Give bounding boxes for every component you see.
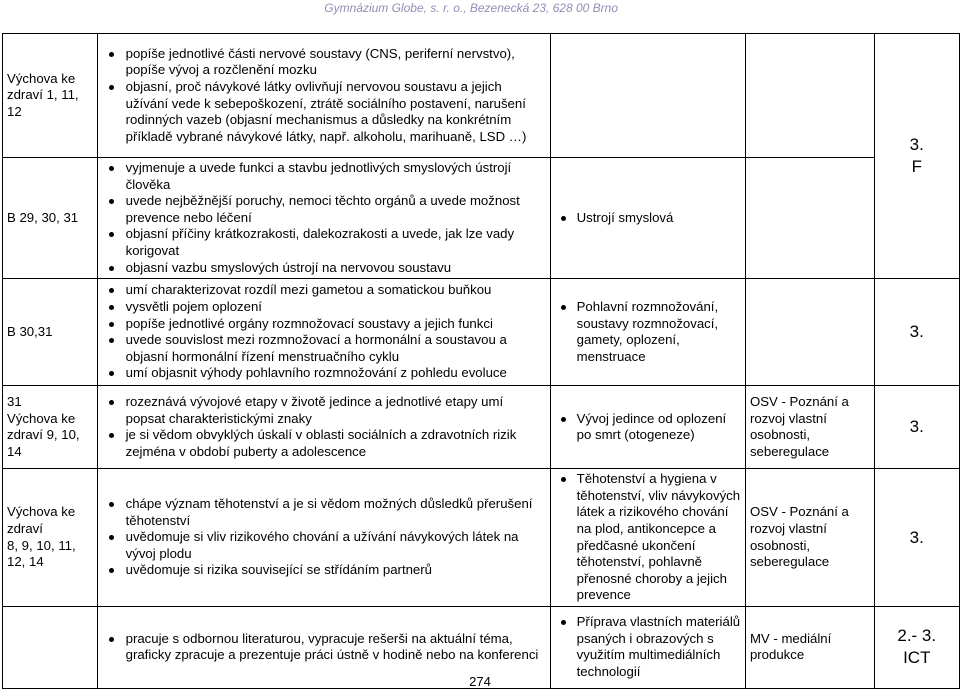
list-item: Příprava vlastních materiálů psaných i obrazových s využitím multimediálních technologií xyxy=(576,614,741,679)
grade-note: 3. xyxy=(874,386,959,469)
list-item: objasní příčiny krátkozrakosti, dalekozrakosti a uvede, jak lze vady korigovat xyxy=(126,226,546,259)
topic xyxy=(550,469,745,607)
bullet-list xyxy=(98,631,546,664)
list-item: objasní, proč návykové látky ovlivňují nervovou soustavu a jejich užívání vede k sebepoškození, ztrátě sociálního postavení, narušení rodinných vazeb (objasní mechanismus a důsledky na konkrétním příkladě vybrané návykové látky, např. alkoholu, marihuaně, LSD …) xyxy=(126,79,546,145)
list-item: umí objasnit výhody pohlavního rozmnožování z pohledu evoluce xyxy=(126,365,546,382)
header-text: Gymnázium Globe, s. r. o., Bezenecká 23, 628 00 Brno xyxy=(324,1,618,15)
page-number: 274 xyxy=(469,674,491,689)
cross-curricular-theme xyxy=(745,279,874,386)
topic xyxy=(550,279,745,386)
bullet-list xyxy=(551,471,741,604)
list-item: uvede nejběžnější poruchy, nemoci těchto orgánů a uvede možnost prevence nebo léčení xyxy=(126,193,546,226)
grade-note: 3. xyxy=(874,279,959,386)
table-row xyxy=(3,158,960,279)
list-item: rozeznává vývojové etapy v životě jedince a jednotlivé etapy umí popsat charakteristickými znaky xyxy=(126,394,546,427)
learning-outcomes xyxy=(97,34,550,158)
list-item: popíše jednotlivé části nervové soustavy (CNS, periferní nervstvo), popíše vývoj a rozčlenění mozku xyxy=(126,46,546,79)
topic xyxy=(550,158,745,279)
list-item: vyjmenuje a uvede funkci a stavbu jednotlivých smyslových ústrojí člověka xyxy=(126,160,546,193)
table-row xyxy=(3,469,960,607)
learning-outcomes xyxy=(97,386,550,469)
cross-curricular-theme: OSV - Poznání a rozvoj vlastní osobnosti, seberegulace xyxy=(745,469,874,607)
subject-references: B 29, 30, 31 xyxy=(3,158,98,279)
bullet-list xyxy=(98,160,546,276)
bullet-list xyxy=(551,210,741,227)
grade-note: 2.- 3. ICT xyxy=(874,606,959,688)
bullet-list xyxy=(551,614,741,680)
list-item: Těhotenství a hygiena v těhotenství, vliv návykových látek a rizikového chování na plod, antikoncepce a předčasné ukončení těhotenství, pohlavně přenosné choroby a jejich prevence xyxy=(576,471,741,603)
list-item: Ustrojí smyslová xyxy=(577,210,741,227)
subject-references: Výchova ke zdraví 1, 11, 12 xyxy=(3,34,98,158)
bullet-list xyxy=(98,46,546,146)
list-item: vysvětli pojem oplození xyxy=(126,299,546,316)
bullet-list xyxy=(98,394,546,460)
grade-note: 3. F xyxy=(874,34,959,279)
curriculum-table xyxy=(2,33,960,689)
table-row xyxy=(3,34,960,158)
cross-curricular-theme: MV - mediální produkce xyxy=(745,606,874,688)
list-item: objasní vazbu smyslových ústrojí na nervovou soustavu xyxy=(126,260,546,277)
list-item: popíše jednotlivé orgány rozmnožovací soustavy a jejich funkci xyxy=(126,316,546,333)
list-item: pracuje s odbornou literaturou, vypracuje rešerši na aktuální téma, graficky zpracuje a prezentuje práci ústně v hodině nebo na konferenci xyxy=(126,631,546,664)
bullet-list xyxy=(98,496,546,579)
bullet-list xyxy=(551,411,741,444)
grade-note: 3. xyxy=(874,469,959,607)
learning-outcomes xyxy=(97,158,550,279)
cross-curricular-theme xyxy=(745,34,874,158)
subject-references: 31 Výchova ke zdraví 9, 10, 14 xyxy=(3,386,98,469)
topic xyxy=(550,34,745,158)
list-item: umí charakterizovat rozdíl mezi gametou a somatickou buňkou xyxy=(126,282,546,299)
learning-outcomes xyxy=(97,279,550,386)
subject-references: B 30,31 xyxy=(3,279,98,386)
list-item: Pohlavní rozmnožování, soustavy rozmnožovací, gamety, oplození, menstruace xyxy=(577,299,741,365)
cross-curricular-theme xyxy=(745,158,874,279)
subject-references: Výchova ke zdraví 8, 9, 10, 11, 12, 14 xyxy=(3,469,98,607)
cross-curricular-theme: OSV - Poznání a rozvoj vlastní osobnosti, seberegulace xyxy=(745,386,874,469)
table-row xyxy=(3,386,960,469)
list-item: uvědomuje si vliv rizikového chování a užívání návykových látek na vývoj plodu xyxy=(126,529,546,562)
page-header xyxy=(0,1,960,16)
list-item: Vývoj jedince od oplození po smrt (otogeneze) xyxy=(577,411,741,444)
bullet-list xyxy=(98,282,546,382)
bullet-list xyxy=(551,299,741,365)
list-item: uvede souvislost mezi rozmnožovací a hormonální a soustavou a objasní hormonální řízení menstruačního cyklu xyxy=(126,332,546,365)
list-item: chápe význam těhotenství a je si vědom možných důsledků přerušení těhotenství xyxy=(126,496,546,529)
list-item: uvědomuje si rizika související se střídáním partnerů xyxy=(126,562,546,579)
list-item: je si vědom obvyklých úskalí v oblasti sociálních a zdravotních rizik zejména v období puberty a adolescence xyxy=(126,427,546,460)
table-row xyxy=(3,279,960,386)
topic xyxy=(550,386,745,469)
learning-outcomes xyxy=(97,469,550,607)
